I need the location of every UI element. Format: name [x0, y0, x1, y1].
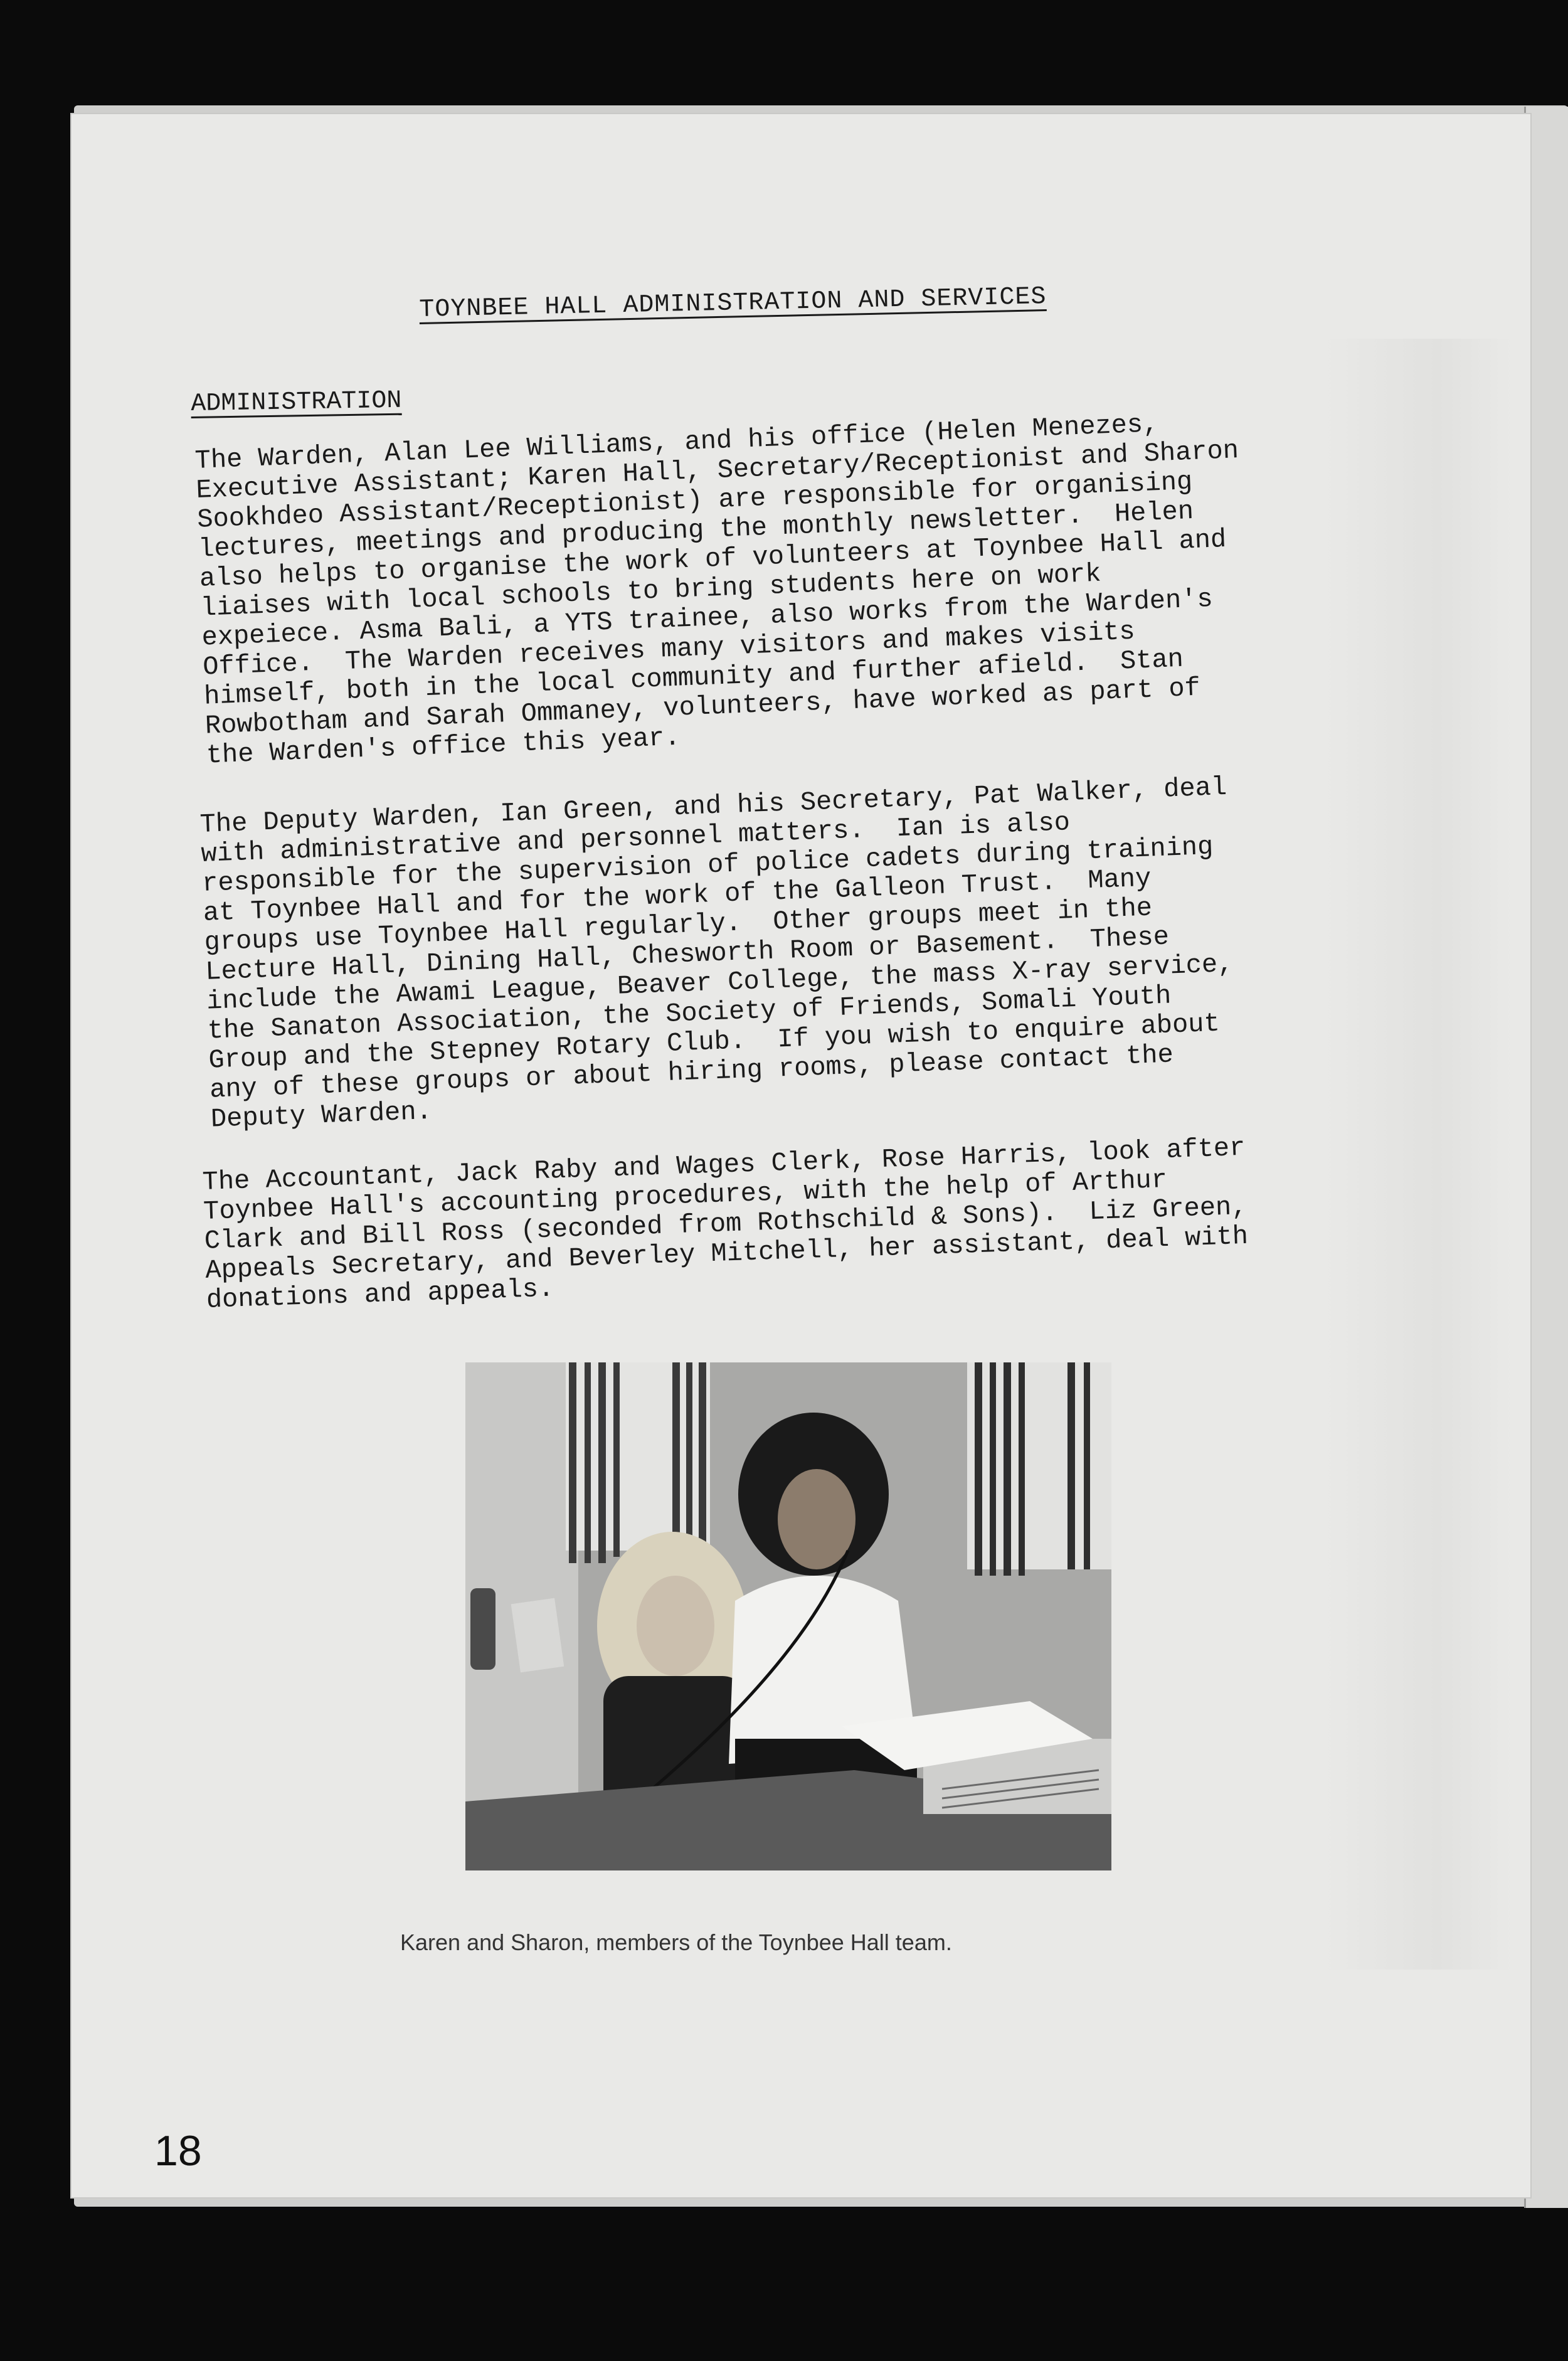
- section-heading: ADMINISTRATION: [191, 386, 402, 418]
- page-number: 18: [154, 2127, 202, 2175]
- paragraph-deputy-warden: The Deputy Warden, Ian Green, and his Secretary, Pat Walker, deal with administrative and personnel matters. Ian is also responsible for the supervision of police cadets during training at Toynbee Hall and for the work of the Galleon Trust. Many groups use Toynbee Hall regularly. Other groups meet in the Lecture Hall, Dining Hall, Chesworth Room or Basement. These include the Awami League, Beaver College, the mass X-ray service, the Sanaton Association, the Society of Friends, Somali Youth Group and the Stepney Rotary Club. If you wish to enquire about any of these groups or about hiring rooms, please contact the Deputy Warden.: [199, 772, 1234, 1135]
- page-title: TOYNBEE HALL ADMINISTRATION AND SERVICES: [419, 283, 1047, 324]
- paragraph-warden: The Warden, Alan Lee Williams, and his office (Helen Menezes, Executive Assistant; Karen Hall, Secretary/Receptionist and Sharon Sookhdeo Assistant/Receptionist) are responsible for organising lectures, meetings and producing the monthly newsletter. Helen also helps to organise the work of volunteers at Toynbee Hall and liaises with local schools to bring students here on work expeiece. Asma Bali, a YTS trainee, also works from the Warden's Office. The Warden receives many visitors and makes visits himself, both in the local community and further afield. Stan Rowbotham and Sarah Ommaney, volunteers, have worked as part of the Warden's office this year.: [194, 408, 1239, 771]
- paragraph-accountant: The Accountant, Jack Raby and Wages Clerk, Rose Harris, look after Toynbee Hall's accounting procedures, with the help of Arthur Clark and Bill Ross (seconded from Rothschild & Sons). Liz Green, Appeals Secretary, and Beverley Mitchell, her assistant, deal with donations and appeals.: [201, 1132, 1249, 1315]
- staff-photo-illustration: [465, 1362, 1111, 1870]
- staff-photo: [465, 1362, 1111, 1870]
- photo-caption: Karen and Sharon, members of the Toynbee Hall team.: [400, 1929, 952, 1955]
